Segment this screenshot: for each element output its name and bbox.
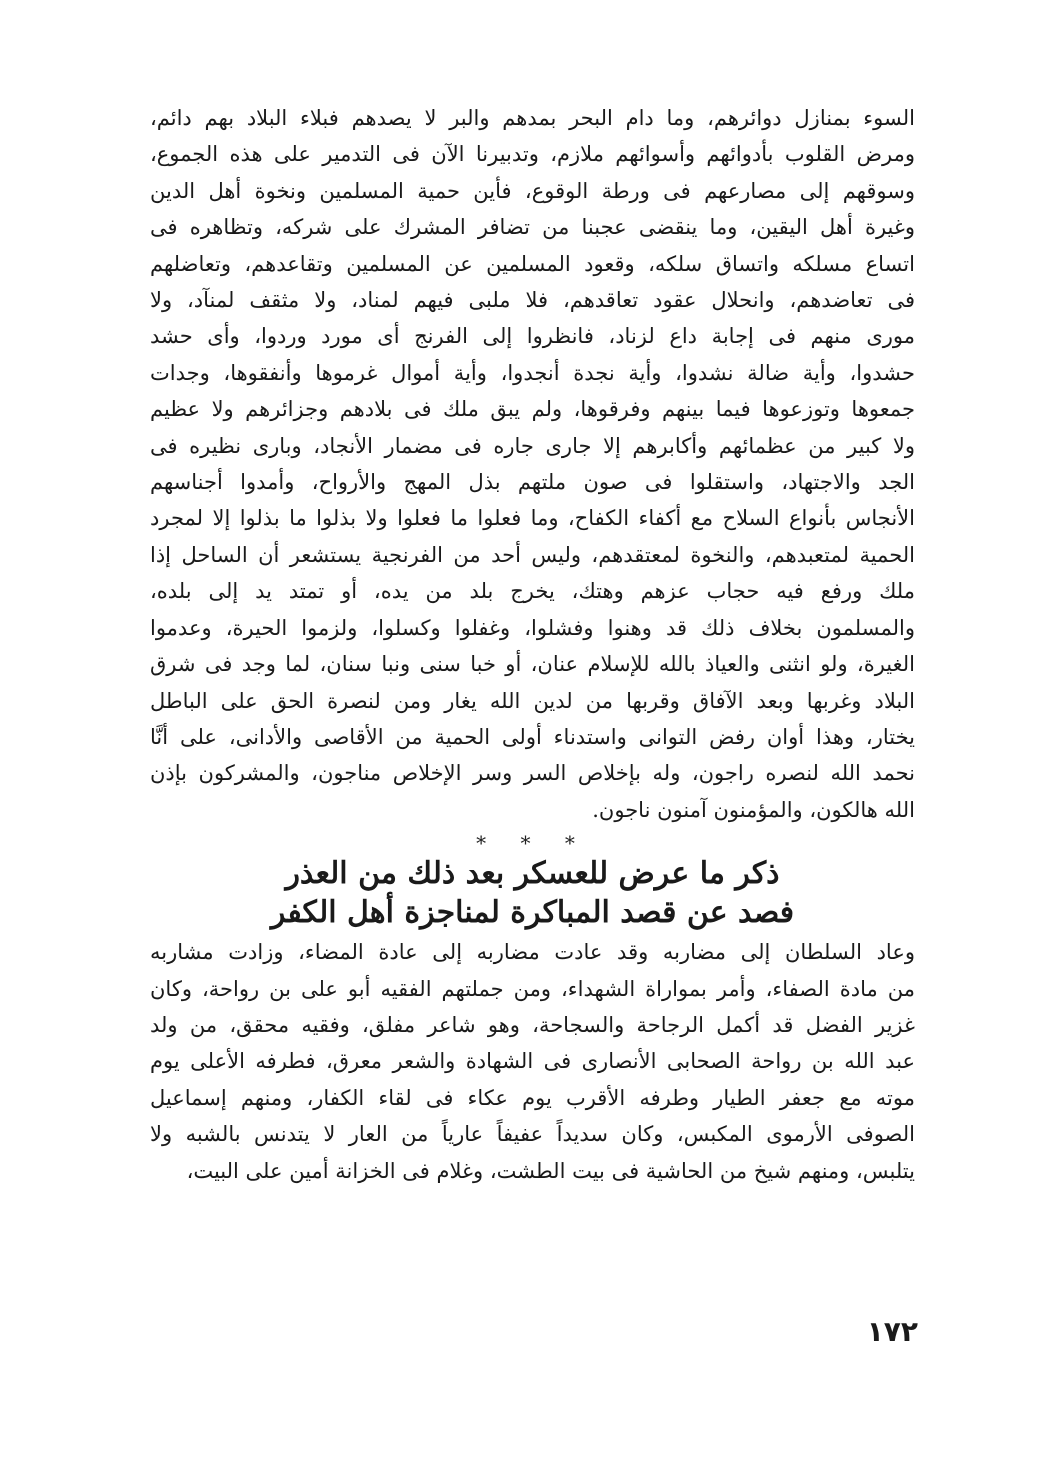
text-line: فى تعاضدهم، وانحلال عقود تعاقدهم، فلا ملبى فيهم لمناد، ولا مثقف لمنآد، ولا (150, 288, 915, 313)
text-line: الحمية لمتعبدهم، والنخوة لمعتقدهم، وليس أحد من الفرنجية يستشعر أن الساحل إذا (150, 542, 915, 567)
text-line: البلاد وغربها وبعد الآفاق وقربها من لدين الله يغار ومن لنصرة الحق على الباطل (150, 688, 915, 713)
text-line: ولا كبير من عظمائهم وأكابرهم إلا جارى جاره فى مضمار الأنجاد، وبارى نظيره فى (150, 433, 915, 458)
page-number: ١٧٢ (866, 1315, 918, 1348)
text-line: حشدوا، وأية ضالة نشدوا، وأية نجدة أنجدوا، وأية أموال غرموها وأنفقوها، وجدات (150, 360, 915, 385)
text-line: اتساع مسلكه واتساق سلكه، وقعود المسلمين عن المسلمين وتقاعدهم، وتعاضلهم (150, 251, 915, 276)
section-heading (150, 854, 915, 932)
text-line: والمسلمون بخلاف ذلك قد وهنوا وفشلوا، وغفلوا وكسلوا، ولزموا الحيرة، وعدموا (150, 615, 915, 640)
text-line: يتلبس، ومنهم شيخ من الحاشية فى بيت الطشت، وغلام فى الخزانة أمين على البيت، (186, 1158, 915, 1183)
text-line: موته مع جعفر الطيار وطرفه الأقرب يوم عكاء فى لقاء الكفار، ومنهم إسماعيل (150, 1085, 915, 1110)
text-line: وعاد السلطان إلى مضاربه وقد عادت مضاربه إلى عادة المضاء، وزادت مشاربه (150, 940, 915, 965)
heading-line-1: ذكر ما عرض للعسكر بعد ذلك من العذر (285, 856, 780, 892)
text-line: السوء بمنازل دوائرهم، وما دام البحر بمدهم والبر لا يصدهم فبلاء البلاد بهم دائم، (150, 106, 915, 130)
text-line: غزير الفضل قد أكمل الرجاحة والسجاحة، وهو شاعر مفلق، وفقيه محقق، من ولد (150, 1012, 915, 1037)
paragraph-2 (150, 934, 915, 1189)
text-line: ومرض القلوب بأدوائهم وأسوائهم ملازم، وتدبيرنا الآن فى التدمير على هذه الجموع، (150, 142, 915, 167)
text-line: نحمد الله لنصره راجون، وله بإخلاص السر وسر الإخلاص مناجون، والمشركون بإذن (150, 761, 915, 786)
text-line: الله هالكون، والمؤمنون آمنون ناجون. (592, 797, 915, 822)
text-line: الصوفى الأرموى المكبس، وكان سديداً عفيفاً عارياً من العار لا يتدنس بالشبه ولا (150, 1122, 915, 1147)
text-line: الأنجاس بأنواع السلاح مع أكفاء الكفاح، وما فعلوا ما فعلوا ولا بذلوا ما بذلوا إلا لمجرد (150, 506, 915, 531)
text-line: الغيرة، ولو انثنى والعياذ بالله للإسلام عنان، أو خبا سنى ونبا سنان، لما وجد فى شرق (150, 652, 915, 677)
text-line: مورى منهم فى إجابة داع لزناد، فانظروا إلى الفرنج أى مورد وردوا، وأى حشد (150, 324, 915, 349)
text-line: من مادة الصفاء، وأمر بمواراة الشهداء، ومن جملتهم الفقيه أبو على بن رواحة، وكان (150, 976, 915, 1001)
text-line: يختار، وهذا أوان رفض التوانى واستدناء أولى الحمية من الأقاصى والأدانى، على أنَّا (150, 724, 915, 749)
text-line: وغيرة أهل اليقين، وما ينقضى عجبنا من تضافر المشرك على شركه، وتظاهره فى (150, 215, 915, 240)
paragraph-1 (150, 100, 915, 828)
text-line: عبد الله بن رواحة الصحابى الأنصارى فى الشهادة والشعر معرق، فطرفه الأعلى يوم (150, 1049, 915, 1074)
text-line: الجد والاجتهاد، واستقلوا فى صون ملتهم بذل المهج والأرواح، وأمدوا أجناسهم (150, 470, 915, 495)
text-line: جمعوها وتوزعوها فيما بينهم وفرقوها، ولم يبق ملك فى بلادهم وجزائرهم ولا عظيم (150, 397, 915, 422)
text-line: وسوقهم إلى مصارعهم فى ورطة الوقوع، فأين حمية المسلمين ونخوة أهل الدين (150, 178, 915, 203)
section-ornament: * * * (476, 831, 589, 856)
page-body (150, 100, 915, 1189)
heading-line-2: فصد عن قصد المباكرة لمناجزة أهل الكفر (270, 895, 795, 931)
text-line: ملك ورفع فيه حجاب عزهم وهتك، يخرج بلد من يده، أو تمتد يد إلى بلده، (150, 579, 915, 604)
